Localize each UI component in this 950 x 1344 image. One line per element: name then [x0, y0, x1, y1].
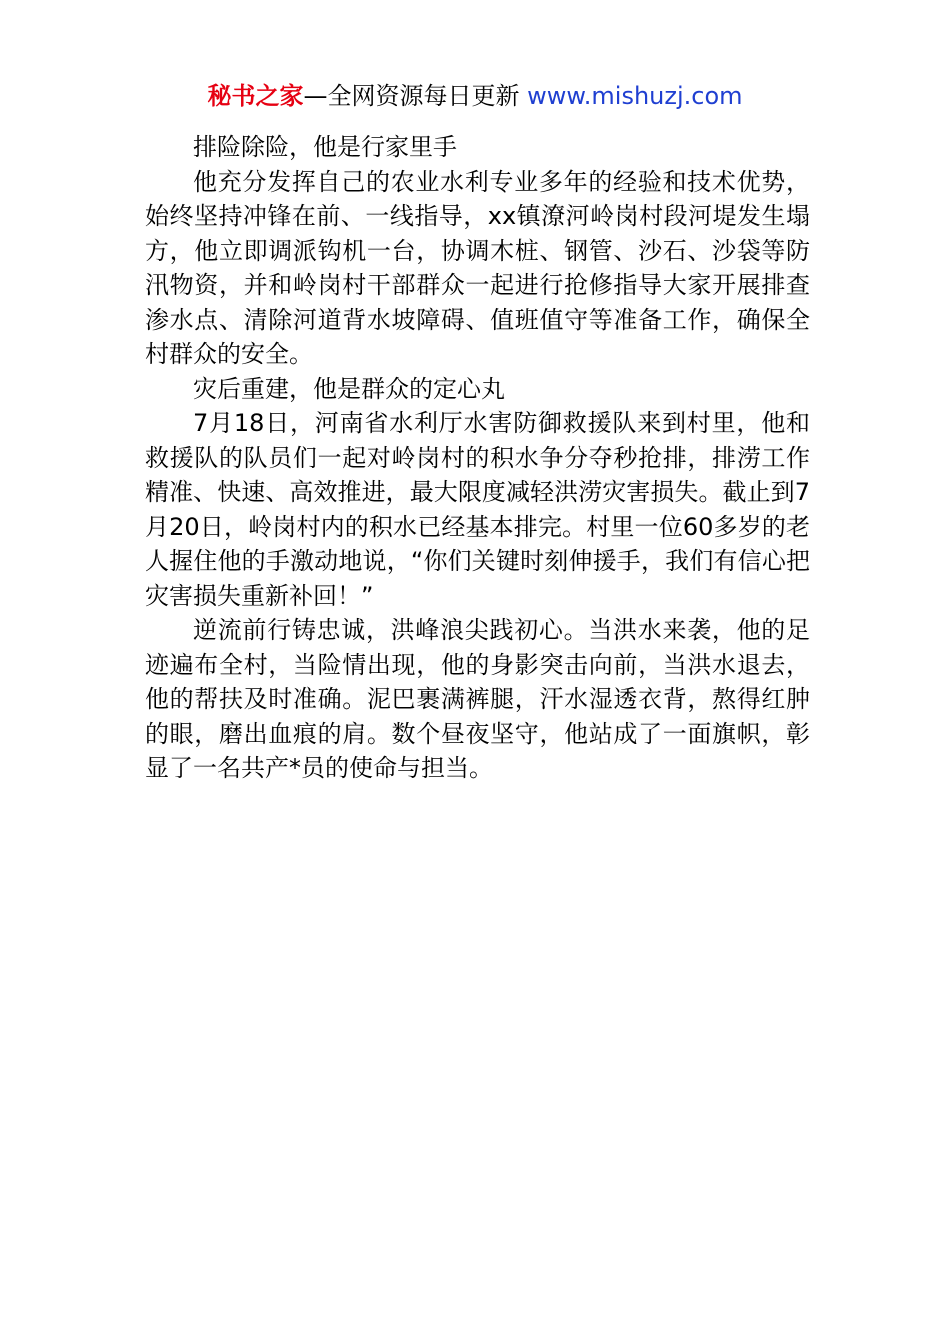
paragraph-rebuild: 7月18日，河南省水利厅水害防御救援队来到村里，他和救援队的队员们一起对岭岗村的积水争分夺秒抢排，排涝工作精准、快速、高效推进，最大限度减轻洪涝灾害损失。截止到7月20日，岭岗村内的积水已经基本排完。村里一位60多岁的老人握住他的手激动地说，“你们关键时刻伸援手，我们有信心把灾害损失重新补回！”	[145, 409, 810, 610]
header-tagline: —全网资源每日更新	[303, 82, 528, 110]
paragraph-risk: 他充分发挥自己的农业水利专业多年的经验和技术优势，始终坚持冲锋在前、一线指导，xx镇潦河岭岗村段河堤发生塌方，他立即调派钩机一台，协调木桩、钢管、沙石、沙袋等防汛物资，并和岭岗村干部群众一起进行抢修指导大家开展排查渗水点、清除河道背水坡障碍、值班值守等准备工作，确保全村群众的安全。	[145, 167, 810, 368]
site-header	[0, 80, 950, 112]
site-url-link[interactable]: www.mishuzj.com	[527, 82, 743, 110]
brand-name: 秘书之家	[207, 82, 304, 110]
article-body	[145, 130, 810, 786]
section-heading-risk: 排险除险，他是行家里手	[193, 133, 457, 161]
section-heading-rebuild: 灾后重建，他是群众的定心丸	[193, 374, 505, 403]
paragraph-closing: 逆流前行铸忠诚，洪峰浪尖践初心。当洪水来袭，他的足迹遍布全村，当险情出现，他的身影突击向前，当洪水退去，他的帮扶及时准确。泥巴裹满裤腿，汗水湿透衣背，熬得红肿的眼，磨出血痕的肩。数个昼夜坚守，他站成了一面旗帜，彰显了一名共产*员的使命与担当。	[145, 616, 810, 782]
